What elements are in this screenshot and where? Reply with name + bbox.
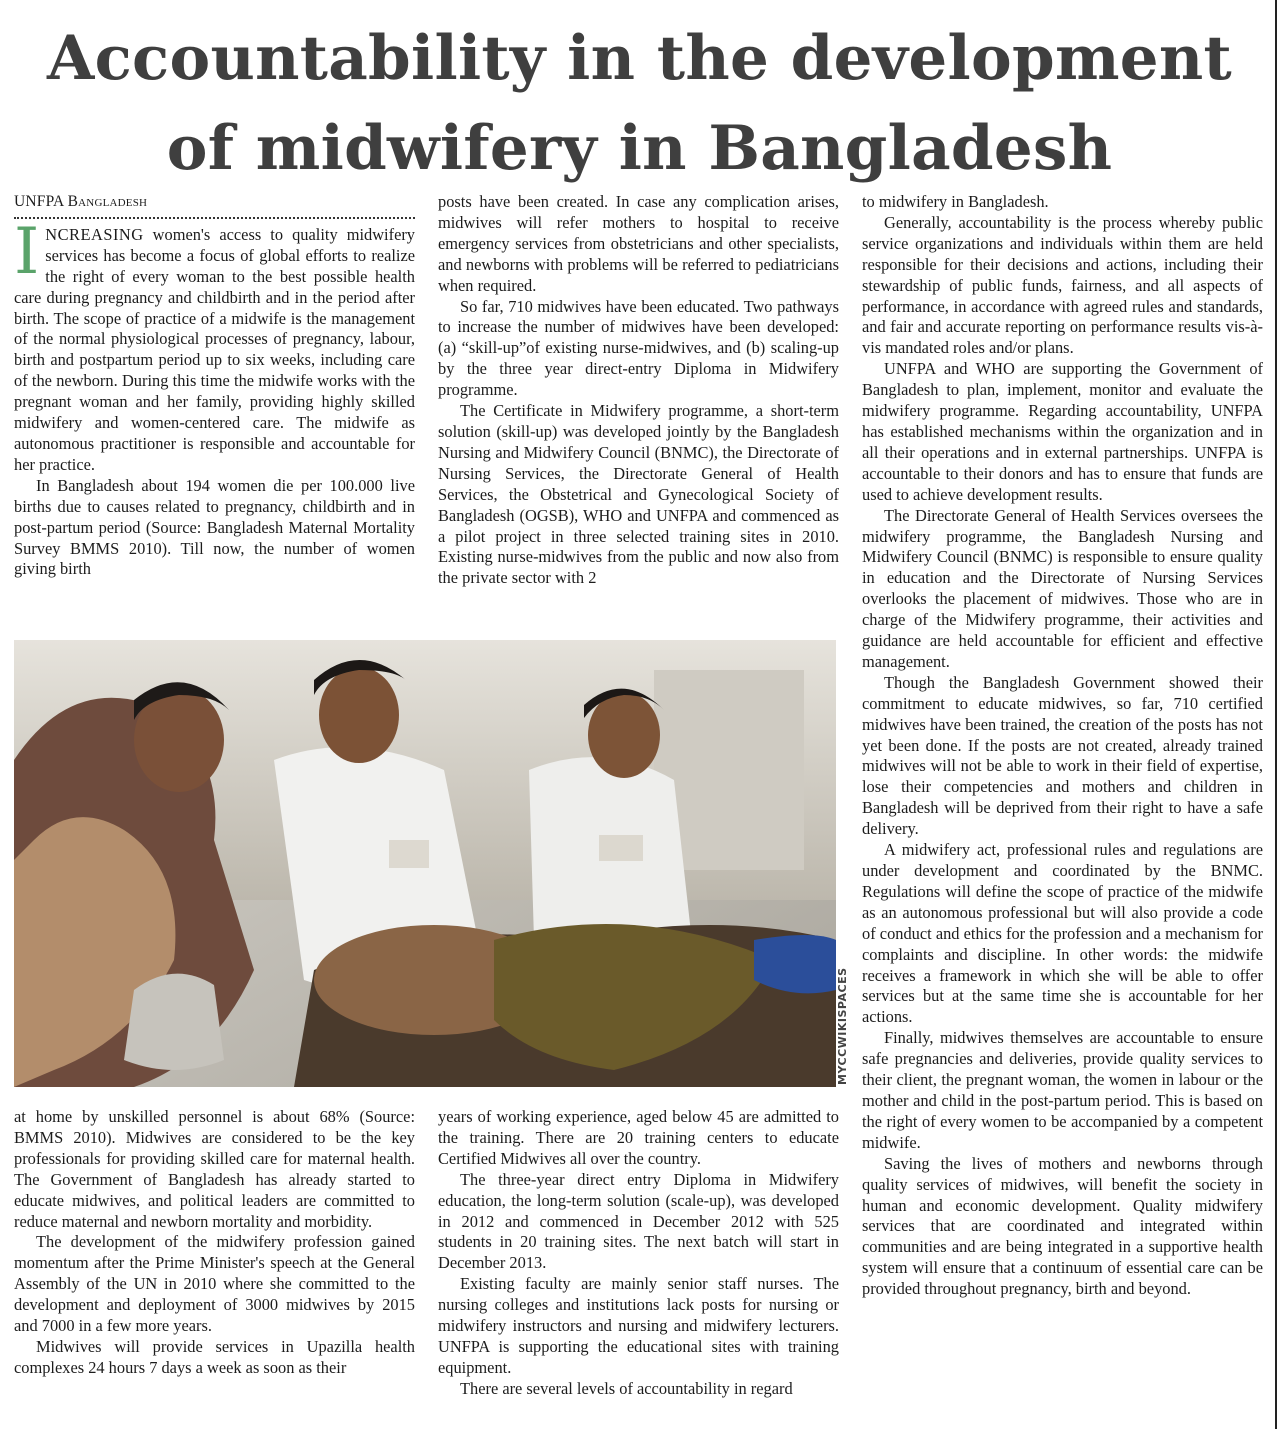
paragraph: The three-year direct entry Diploma in Midwifery education, the long-term solution (scale-up), was developed in 2012 and commenced in December 2012 with 525 students in 20 training sites. The next batch will start in December 2013.: [438, 1169, 839, 1273]
paragraph: A midwifery act, professional rules and regulations are under development and coordinated by the BNMC. Regulations will define the scope of practice of the midwife as an autonomous professional but will also provide a code of conduct and ethics for the profession and a mechanism for complaints and discipline. In other words: the midwife receives a framework in which she will be able to offer services but at the same time she is accountable for her actions.: [862, 840, 1263, 1027]
paragraph: There are several levels of accountability in regard: [460, 1378, 793, 1398]
column-3: [862, 192, 1263, 1428]
paragraph: In Bangladesh about 194 women die per 100.000 live births due to causes related to pregnancy, childbirth and in post-partum period (Source: Bangladesh Maternal Mortality Survey BMMS 2010). Till now, the number of women giving birth: [14, 475, 415, 579]
byline: UNFPA Bangladesh: [14, 192, 415, 219]
paragraph: years of working experience, aged below 45 are admitted to the training. There are 20 training centers to educate Certified Midwives all over the country.: [438, 1107, 839, 1168]
photo-midwives-examining-patient: [14, 640, 836, 1087]
paragraph: Finally, midwives themselves are accountable to ensure safe pregnancies and deliveries, provide quality services to their client, the pregnant woman, the women in labour or the mother and child in the post-partum period. This is based on the right of every women to be accompanied by a competent midwife.: [862, 1028, 1263, 1152]
paragraph: Midwives will provide services in Upazilla health complexes 24 hours 7 days a week as soon as their: [14, 1336, 415, 1377]
lead-paragraph: INCREASING women's access to quality midwifery services has become a focus of global efforts to realize the right of every woman to the best possible health care during pregnancy and childbirth and in the period after birth. The scope of practice of a midwife is the management of the normal physiological processes of pregnancy, labour, birth and postpartum period up to six weeks, including care of the newborn. During this time the midwife works with the pregnant woman and her family, providing highly skilled midwifery and women-centered care. The midwife as autonomous practitioner is responsible and accountable for her practice.: [14, 214, 415, 474]
paragraph: at home by unskilled personnel is about 68% (Source: BMMS 2010). Midwives are considered to be the key professionals for providing skilled care for maternal health. The Government of Bangladesh has already started to educate midwives, and political leaders are committed to reduce maternal and newborn mortality and morbidity.: [14, 1107, 415, 1231]
paragraph: Existing faculty are mainly senior staff nurses. The nursing colleges and institutions lack posts for nursing or midwifery instructors and nursing and midwifery lecturers. UNFPA is supporting the educational sites with training equipment.: [438, 1274, 839, 1377]
paragraph: The Directorate General of Health Services oversees the midwifery programme, the Bangladesh Nursing and Midwifery Council (BNMC) is responsible to ensure quality in education and the Directorate of Nursing Services overlooks the placement of midwives. Those who are in charge of the Midwifery programme, their activities and guidance are held accountable for efficient and effective management.: [862, 505, 1263, 671]
paragraph: Though the Bangladesh Government showed their commitment to educate midwives, so far, 710 certified midwives have been trained, the creation of the posts has not yet been done. If the posts are not created, already trained midwives will not be able to work in their field of expertise, lose their competencies and mothers and children in Bangladesh will be deprived from their right to have a safe delivery.: [862, 672, 1263, 839]
column-2-top: [438, 192, 839, 630]
headline: [0, 14, 1279, 194]
paragraph: to midwifery in Bangladesh.: [862, 192, 1049, 211]
headline-line-2: of midwifery in Bangladesh: [166, 113, 1113, 184]
paragraph: The Certificate in Midwifery programme, a short-term solution (skill-up) was developed jointly by the Bangladesh Nursing and Midwifery Council (BNMC), the Directorate of Nursing Services, the Directorate General of Health Services, the Obstetrical and Gynecological Society of Bangladesh (OGSB), WHO and UNFPA and commenced as a pilot project in three selected training sites in 2010. Existing nurse-midwives from the public and now also from the private sector with 2: [438, 401, 839, 588]
paragraph: posts have been created. In case any complication arises, midwives will refer mothers to hospital to receive emergency services from obstetricians and other specialists, and newborns with problems will be referred to pediatricians when required.: [438, 192, 839, 295]
paragraph: Generally, accountability is the process whereby public service organizations and individuals within them are held responsible for their decisions and actions, including their stewardship of public funds, fairness, and all aspects of performance, in accordance with agreed rules and standards, and fair and accurate reporting on performance results vis-à-vis mandated roles and/or plans.: [862, 212, 1263, 358]
photo-illustration: [14, 640, 836, 1087]
paragraph: The development of the midwifery profession gained momentum after the Prime Minister's speech at the General Assembly of the UN in 2010 where she committed to the development and deployment of 3000 midwives by 2015 and 7000 in a few more years.: [14, 1232, 415, 1336]
column-2-bottom: [438, 1107, 839, 1428]
column-1-top: [14, 192, 415, 630]
paragraph: So far, 710 midwives have been educated. Two pathways to increase the number of midwives have been developed: (a) “skill-up”of existing nurse-midwives, and (b) scaling-up by the three year direct-entry Diploma in Midwifery programme.: [438, 296, 839, 400]
page-edge-rule: [1275, 0, 1277, 1429]
column-1-bottom: [14, 1107, 415, 1428]
drop-cap: I: [14, 214, 40, 289]
lead-in: NCREASING: [45, 224, 144, 244]
paragraph: Saving the lives of mothers and newborns through quality services of midwives, will benefit the society in human and economic development. Quality midwifery services that are coordinated and integrated within communities and are being integrated in a supportive health system will ensure that a continuum of essential care can be provided throughout pregnancy, birth and beyond.: [862, 1153, 1263, 1299]
photo-credit: MYCCWIKISPACES: [836, 967, 849, 1085]
headline-line-1: Accountability in the development: [46, 23, 1233, 94]
paragraph: UNFPA and WHO are supporting the Government of Bangladesh to plan, implement, monitor and evaluate the midwifery programme. Regarding accountability, UNFPA has established mechanisms within the organization and in all their operations and in external partnerships. UNFPA is accountable to their donors and has to ensure that funds are used to achieve development results.: [862, 359, 1263, 504]
